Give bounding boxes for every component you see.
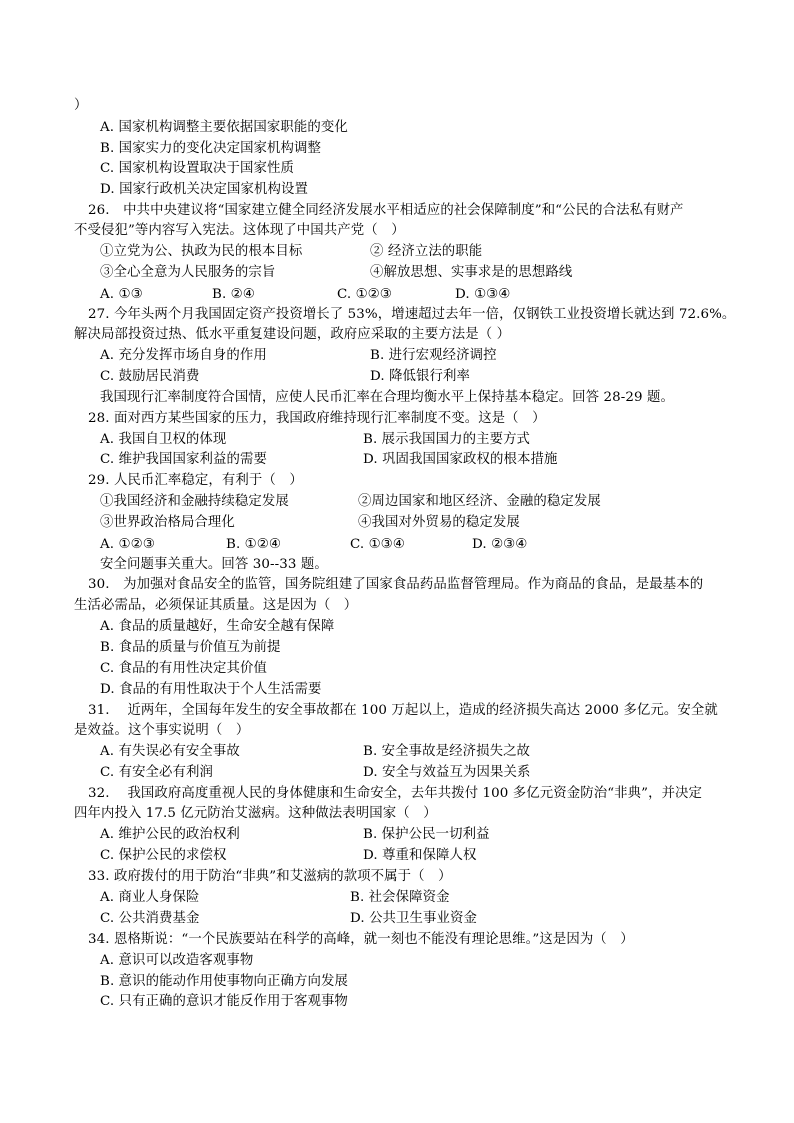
q31-option-d: D. 安全与效益互为因果关系 [363,765,531,780]
q33-stem: 33. 政府拨付的用于防治“非典”和艾滋病的款项不属于（ ） [88,869,452,884]
q26-item-2: ② 经济立法的职能 [370,244,483,259]
q33-option-d: D. 公共卫生事业资金 [350,911,477,926]
q34-option-b: B. 意识的能动作用使事物向正确方向发展 [100,974,348,989]
q30-option-a: A. 食品的质量越好，生命安全越有保障 [100,619,335,634]
q26-item-4: ④解放思想、实事求是的思想路线 [370,265,573,280]
q26-stem-line1: 26. 中共中央建议将“国家建立健全同经济发展水平相适应的社会保障制度”和“公民的合法私有财产 [88,203,684,218]
continued-question-close-paren: ） [74,98,88,113]
q31-stem-line2: 是效益。这个事实说明（ ） [74,723,250,738]
q33-option-c: C. 公共消费基金 [100,911,200,926]
q26-option-d: D. ①③④ [455,287,511,302]
material-28-29: 我国现行汇率制度符合国情，应使人民币汇率在合理均衡水平上保持基本稳定。回答 28-29 题。 [100,390,674,405]
q26-option-a: A. ①③ [100,287,143,302]
q33-option-b: B. 社会保障资金 [350,890,450,905]
q26-item-1: ①立党为公、执政为民的根本目标 [100,244,303,259]
q29-option-c: C. ①③④ [350,537,405,552]
q28-option-b: B. 展示我国国力的主要方式 [363,432,531,447]
q30-option-b: B. 食品的质量与价值互为前提 [100,640,281,655]
q26-option-b: B. ②④ [212,287,255,302]
q31-option-c: C. 有安全必有利润 [100,765,214,780]
q27-option-a: A. 充分发挥市场自身的作用 [100,348,267,363]
q34-option-c: C. 只有正确的意识才能反作用于客观事物 [100,994,348,1009]
q30-option-c: C. 食品的有用性决定其价值 [100,661,267,676]
q32-option-d: D. 尊重和保障人权 [363,848,477,863]
q27-option-b: B. 进行宏观经济调控 [370,348,497,363]
q29-item-4: ④我国对外贸易的稳定发展 [358,515,520,530]
q28-option-d: D. 巩固我国国家政权的根本措施 [363,452,558,467]
q32-option-b: B. 保护公民一切利益 [363,827,490,842]
q28-stem: 28. 面对西方某些国家的压力，我国政府维持现行汇率制度不变。这是（ ） [88,411,546,426]
q25-option-b: B. 国家实力的变化决定国家机构调整 [100,141,322,156]
q29-stem: 29. 人民币汇率稳定，有利于（ ） [88,473,303,488]
q30-option-d: D. 食品的有用性取决于个人生活需要 [100,682,322,697]
material-30-33: 安全问题事关重大。回答 30--33 题。 [100,557,328,572]
q27-option-c: C. 鼓励居民消费 [100,369,200,384]
q27-stem-line1: 27. 今年头两个月我国固定资产投资增长了 53%，增速超过去年一倍，仅钢铁工业投资增长就达到 72.6%。 [88,307,736,322]
q32-stem-line2: 四年内投入 17.5 亿元防治艾滋病。这种做法表明国家（ ） [74,806,437,821]
q33-option-a: A. 商业人身保险 [100,890,200,905]
q31-option-b: B. 安全事故是经济损失之故 [363,744,531,759]
q29-item-3: ③世界政治格局合理化 [100,515,235,530]
q28-option-c: C. 维护我国国家利益的需要 [100,452,267,467]
q34-stem: 34. 恩格斯说：“一个民族要站在科学的高峰，就一刻也不能没有理论思维。”这是因为（ ） [88,932,634,947]
q25-option-d: D. 国家行政机关决定国家机构设置 [100,182,308,197]
q29-option-b: B. ①②④ [226,537,281,552]
q26-stem-line2: 不受侵犯”等内容写入宪法。这体现了中国共产党（ ） [74,223,405,238]
q29-option-a: A. ①②③ [100,537,155,552]
q30-stem-line2: 生活必需品，必须保证其质量。这是因为（ ） [74,598,358,613]
q29-item-2: ②周边国家和地区经济、金融的稳定发展 [358,494,601,509]
q27-stem-line2: 解决局部投资过热、低水平重复建设问题，政府应采取的主要方法是（ ） [74,327,511,342]
q34-option-a: A. 意识可以改造客观事物 [100,953,254,968]
q32-option-a: A. 维护公民的政治权利 [100,827,240,842]
q31-stem-line1: 31. 近两年，全国每年发生的安全事故都在 100 万起以上，造成的经济损失高达 2000 多亿元。安全就 [88,703,718,718]
q29-option-d: D. ②③④ [472,537,528,552]
q28-option-a: A. 我国自卫权的体现 [100,432,227,447]
q25-option-c: C. 国家机构设置取决于国家性质 [100,161,294,176]
q25-option-a: A. 国家机构调整主要依据国家职能的变化 [100,120,348,135]
q26-option-c: C. ①②③ [337,287,392,302]
q31-option-a: A. 有失误必有安全事故 [100,744,240,759]
q26-item-3: ③全心全意为人民服务的宗旨 [100,265,276,280]
q27-option-d: D. 降低银行利率 [370,369,471,384]
q30-stem-line1: 30. 为加强对食品安全的监管，国务院组建了国家食品药品监督管理局。作为商品的食品，是最基本的 [88,577,704,592]
q29-item-1: ①我国经济和金融持续稳定发展 [100,494,289,509]
q32-option-c: C. 保护公民的求偿权 [100,848,227,863]
q32-stem-line1: 32. 我国政府高度重视人民的身体健康和生命安全，去年共拨付 100 多亿元资金防治“非典”，并决定 [88,786,703,801]
